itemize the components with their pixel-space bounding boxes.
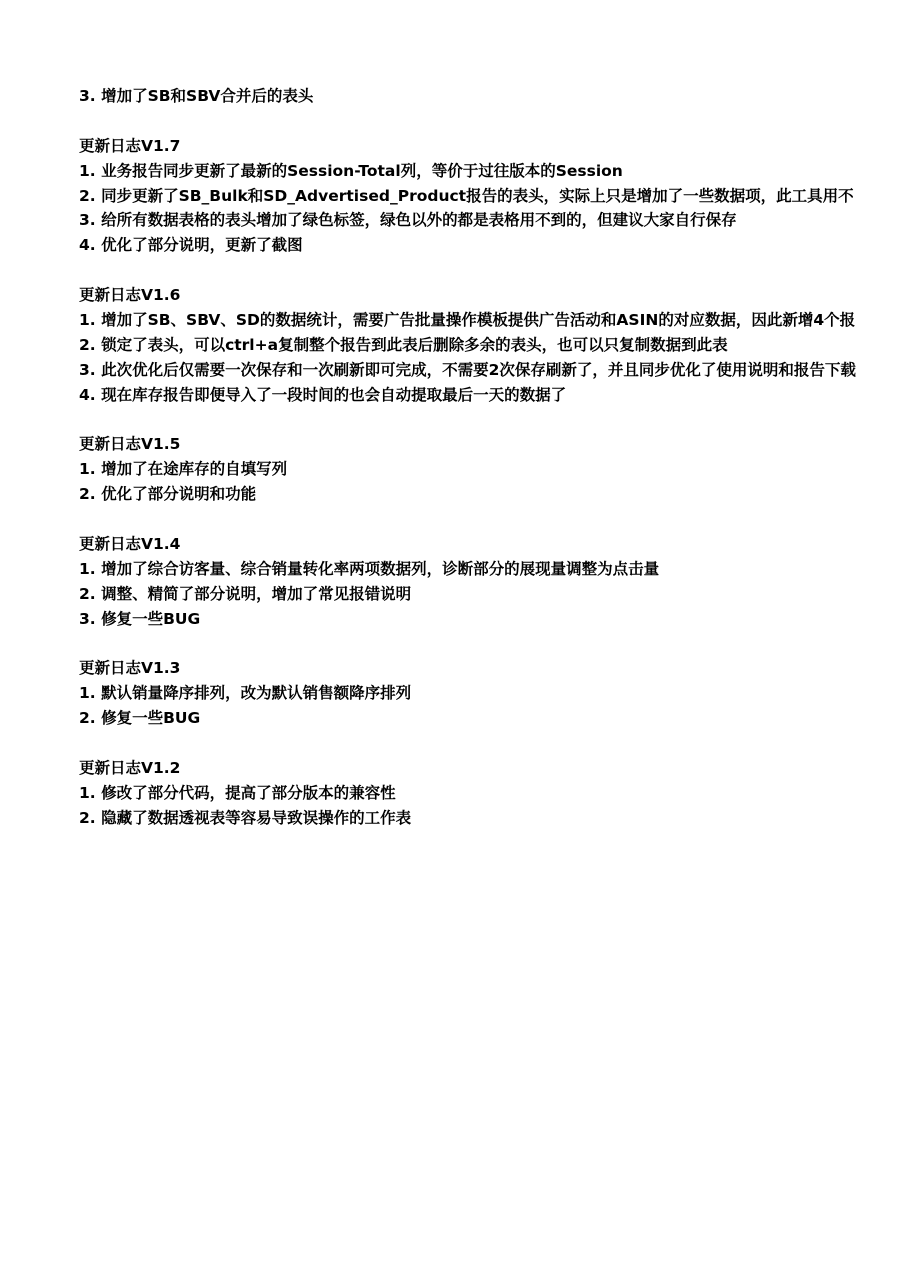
changelog-line: 2. 修复一些BUG [79,709,201,728]
section-heading: 更新日志V1.5 [79,435,181,454]
spacer [79,507,900,532]
changelog-line: 2. 调整、精简了部分说明，增加了常见报错说明 [79,584,412,603]
changelog-line: 2. 优化了部分说明和功能 [79,485,257,504]
changelog-line: 3. 此次优化后仅需要一次保存和一次刷新即可完成，不需要2次保存刷新了，并且同步优化了使用说明和报告下载 [79,360,856,379]
changelog-line: 1. 增加了SB、SBV、SD的数据统计，需要广告批量操作模板提供广告活动和ASIN的对应数据，因此新增4个报 [79,311,856,330]
spacer [79,731,900,756]
changelog-section-v1-4 [79,532,900,632]
changelog-section-v1-6 [79,283,900,407]
changelog-line: 1. 增加了在途库存的自填写列 [79,460,288,479]
changelog-line: 1. 业务报告同步更新了最新的Session-Total列，等价于过往版本的Session [79,161,623,180]
changelog-line: 2. 隐藏了数据透视表等容易导致误操作的工作表 [79,808,412,827]
changelog-section-v1-3 [79,656,900,731]
changelog-section-v1-7 [79,134,900,258]
changelog-section-v1-5 [79,432,900,507]
section-heading: 更新日志V1.2 [79,759,181,778]
changelog-line: 3. 给所有数据表格的表头增加了绿色标签，绿色以外的都是表格用不到的，但建议大家自行保存 [79,211,737,230]
changelog-line: 3. 增加了SB和SBV合并后的表头 [79,87,314,105]
changelog-line: 1. 默认销量降序排列，改为默认销售额降序排列 [79,684,412,703]
changelog-line: 4. 现在库存报告即便导入了一段时间的也会自动提取最后一天的数据了 [79,385,567,404]
section-heading: 更新日志V1.4 [79,535,181,554]
spacer [79,408,900,433]
section-heading: 更新日志V1.3 [79,659,181,678]
changelog-line: 3. 修复一些BUG [79,609,201,628]
changelog-line: 1. 增加了综合访客量、综合销量转化率两项数据列，诊断部分的展现量调整为点击量 [79,559,660,578]
spacer [79,258,900,283]
changelog-line: 2. 锁定了表头，可以ctrl+a复制整个报告到此表后删除多余的表头，也可以只复制数据到此表 [79,335,728,354]
changelog-line: 2. 同步更新了SB_Bulk和SD_Advertised_Product报告的表头，实际上只是增加了一些数据项，此工具用不 [79,186,854,205]
changelog-section-v1-2 [79,756,900,831]
spacer [79,632,900,657]
section-heading: 更新日志V1.7 [79,136,181,155]
changelog-page [79,84,900,831]
changelog-line: 4. 优化了部分说明，更新了截图 [79,236,303,255]
spacer [79,109,900,134]
changelog-line: 1. 修改了部分代码，提高了部分版本的兼容性 [79,783,396,802]
section-heading: 更新日志V1.6 [79,286,181,305]
